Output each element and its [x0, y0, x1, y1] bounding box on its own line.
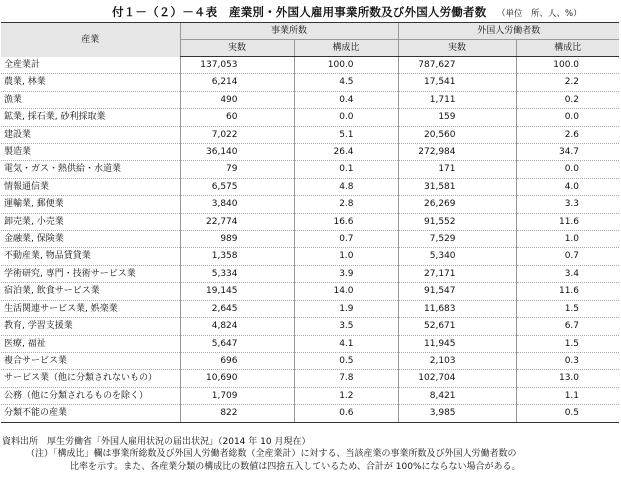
establishment-ratio-cell: 1.9	[294, 300, 398, 317]
establishment-count-cell: 1,709	[180, 387, 294, 404]
establishment-ratio-cell: 4.1	[294, 335, 398, 352]
table-row	[1, 265, 619, 282]
establishment-count-cell: 60	[180, 109, 294, 126]
establishment-ratio-cell: 3.9	[294, 265, 398, 282]
worker-count-cell: 787,627	[398, 57, 516, 74]
header-est-ratio: 構成比	[294, 40, 398, 57]
worker-ratio-cell: 0.3	[516, 352, 619, 369]
worker-ratio-cell: 0.7	[516, 248, 619, 265]
establishment-ratio-cell: 16.6	[294, 213, 398, 230]
establishment-count-cell: 137,053	[180, 57, 294, 74]
worker-count-cell: 20,560	[398, 126, 516, 143]
industry-name-cell: 宿泊業, 飲食サービス業	[1, 283, 180, 300]
header-wrk-ratio: 構成比	[516, 40, 619, 57]
table-title: 付１－（２）－４表 産業別・外国人雇用事業所数及び外国人労働者数	[112, 5, 487, 19]
table-row	[1, 196, 619, 213]
worker-count-cell: 91,547	[398, 283, 516, 300]
header-workers: 外国人労働者数	[398, 23, 619, 40]
industry-table	[1, 22, 619, 423]
establishment-ratio-cell: 7.8	[294, 370, 398, 387]
worker-count-cell: 26,269	[398, 196, 516, 213]
worker-count-cell: 171	[398, 161, 516, 178]
establishment-ratio-cell: 4.8	[294, 178, 398, 195]
table-row	[1, 405, 619, 422]
industry-name-cell: 学術研究, 専門・技術サービス業	[1, 265, 180, 282]
industry-name-cell: 教育, 学習支援業	[1, 318, 180, 335]
worker-ratio-cell: 2.2	[516, 74, 619, 91]
worker-count-cell: 3,985	[398, 405, 516, 422]
industry-name-cell: 全産業計	[1, 57, 180, 74]
establishment-count-cell: 4,824	[180, 318, 294, 335]
table-body	[1, 57, 619, 423]
worker-count-cell: 7,529	[398, 231, 516, 248]
table-row	[1, 283, 619, 300]
establishment-count-cell: 5,647	[180, 335, 294, 352]
worker-count-cell: 11,683	[398, 300, 516, 317]
table-row	[1, 231, 619, 248]
worker-ratio-cell: 100.0	[516, 57, 619, 74]
worker-ratio-cell: 3.4	[516, 265, 619, 282]
industry-name-cell: 複合サービス業	[1, 352, 180, 369]
table-row	[1, 74, 619, 91]
footnote-line-1: （注）「構成比」欄は事業所総数及び外国人労働者総数（全産業計）に対する、当該産業の事業所数及び外国人労働者数の	[26, 449, 517, 459]
establishment-count-cell: 6,575	[180, 178, 294, 195]
worker-count-cell: 5,340	[398, 248, 516, 265]
establishment-ratio-cell: 5.1	[294, 126, 398, 143]
worker-ratio-cell: 1.0	[516, 231, 619, 248]
establishment-ratio-cell: 1.2	[294, 387, 398, 404]
header-establishments: 事業所数	[180, 23, 398, 40]
table-row	[1, 213, 619, 230]
worker-ratio-cell: 3.3	[516, 196, 619, 213]
worker-count-cell: 1,711	[398, 91, 516, 108]
establishment-ratio-cell: 4.5	[294, 74, 398, 91]
worker-count-cell: 2,103	[398, 352, 516, 369]
establishment-count-cell: 696	[180, 352, 294, 369]
worker-count-cell: 91,552	[398, 213, 516, 230]
table-row	[1, 387, 619, 404]
industry-name-cell: 電気・ガス・熱供給・水道業	[1, 161, 180, 178]
header-industry: 産業	[1, 23, 180, 57]
establishment-count-cell: 6,214	[180, 74, 294, 91]
header-est-count: 実数	[180, 40, 294, 57]
establishment-count-cell: 36,140	[180, 144, 294, 161]
establishment-count-cell: 7,022	[180, 126, 294, 143]
source-note: 資料出所 厚生労働省「外国人雇用状況の届出状況」（2014 年 10 月現在）	[2, 437, 311, 447]
establishment-ratio-cell: 14.0	[294, 283, 398, 300]
establishment-ratio-cell: 0.4	[294, 91, 398, 108]
worker-count-cell: 102,704	[398, 370, 516, 387]
industry-name-cell: 漁業	[1, 91, 180, 108]
header-row-1	[1, 23, 619, 40]
worker-ratio-cell: 11.6	[516, 283, 619, 300]
establishment-ratio-cell: 0.5	[294, 352, 398, 369]
industry-name-cell: 農業, 林業	[1, 74, 180, 91]
table-row	[1, 161, 619, 178]
establishment-count-cell: 989	[180, 231, 294, 248]
establishment-count-cell: 1,358	[180, 248, 294, 265]
industry-name-cell: 生活関連サービス業, 娯楽業	[1, 300, 180, 317]
table-row	[1, 248, 619, 265]
table-row	[1, 109, 619, 126]
header-wrk-count: 実数	[398, 40, 516, 57]
worker-ratio-cell: 1.5	[516, 300, 619, 317]
industry-name-cell: 鉱業, 採石業, 砂利採取業	[1, 109, 180, 126]
industry-name-cell: 分類不能の産業	[1, 405, 180, 422]
industry-name-cell: 情報通信業	[1, 178, 180, 195]
industry-name-cell: 運輸業, 郵便業	[1, 196, 180, 213]
establishment-count-cell: 79	[180, 161, 294, 178]
establishment-count-cell: 2,645	[180, 300, 294, 317]
establishment-ratio-cell: 0.1	[294, 161, 398, 178]
worker-count-cell: 31,581	[398, 178, 516, 195]
establishment-ratio-cell: 0.7	[294, 231, 398, 248]
worker-ratio-cell: 11.6	[516, 213, 619, 230]
table-row	[1, 57, 619, 74]
industry-name-cell: 金融業, 保険業	[1, 231, 180, 248]
establishment-count-cell: 5,334	[180, 265, 294, 282]
footnote-line-2: 比率を示す。また、各産業分類の構成比の数値は四捨五入しているため、合計が 100%にならない場合がある。	[70, 462, 521, 472]
industry-name-cell: 医療, 福祉	[1, 335, 180, 352]
worker-ratio-cell: 0.0	[516, 109, 619, 126]
establishment-ratio-cell: 0.0	[294, 109, 398, 126]
establishment-count-cell: 3,840	[180, 196, 294, 213]
establishment-ratio-cell: 26.4	[294, 144, 398, 161]
table-row	[1, 91, 619, 108]
table-row	[1, 126, 619, 143]
industry-name-cell: 不動産業, 物品賃貸業	[1, 248, 180, 265]
industry-name-cell: 卸売業, 小売業	[1, 213, 180, 230]
worker-ratio-cell: 0.5	[516, 405, 619, 422]
table-row	[1, 178, 619, 195]
table-row	[1, 352, 619, 369]
establishment-ratio-cell: 100.0	[294, 57, 398, 74]
industry-name-cell: 公務（他に分類されるものを除く）	[1, 387, 180, 404]
establishment-count-cell: 19,145	[180, 283, 294, 300]
industry-name-cell: サービス業（他に分類されないもの）	[1, 370, 180, 387]
worker-ratio-cell: 2.6	[516, 126, 619, 143]
table-row	[1, 370, 619, 387]
table-row	[1, 144, 619, 161]
table-row	[1, 300, 619, 317]
worker-count-cell: 272,984	[398, 144, 516, 161]
industry-name-cell: 建設業	[1, 126, 180, 143]
worker-ratio-cell: 34.7	[516, 144, 619, 161]
establishment-count-cell: 22,774	[180, 213, 294, 230]
establishment-count-cell: 822	[180, 405, 294, 422]
worker-ratio-cell: 1.5	[516, 335, 619, 352]
table-row	[1, 318, 619, 335]
worker-ratio-cell: 1.1	[516, 387, 619, 404]
worker-count-cell: 11,945	[398, 335, 516, 352]
worker-count-cell: 159	[398, 109, 516, 126]
establishment-ratio-cell: 1.0	[294, 248, 398, 265]
table-title-bar	[0, 4, 621, 20]
establishment-ratio-cell: 2.8	[294, 196, 398, 213]
establishment-ratio-cell: 3.5	[294, 318, 398, 335]
unit-label: （単位 所、人、%）	[497, 9, 582, 19]
industry-name-cell: 製造業	[1, 144, 180, 161]
worker-ratio-cell: 0.0	[516, 161, 619, 178]
worker-count-cell: 27,171	[398, 265, 516, 282]
worker-ratio-cell: 4.0	[516, 178, 619, 195]
worker-count-cell: 17,541	[398, 74, 516, 91]
table-row	[1, 335, 619, 352]
worker-ratio-cell: 6.7	[516, 318, 619, 335]
establishment-ratio-cell: 0.6	[294, 405, 398, 422]
worker-ratio-cell: 13.0	[516, 370, 619, 387]
establishment-count-cell: 490	[180, 91, 294, 108]
establishment-count-cell: 10,690	[180, 370, 294, 387]
worker-count-cell: 8,421	[398, 387, 516, 404]
worker-count-cell: 52,671	[398, 318, 516, 335]
worker-ratio-cell: 0.2	[516, 91, 619, 108]
